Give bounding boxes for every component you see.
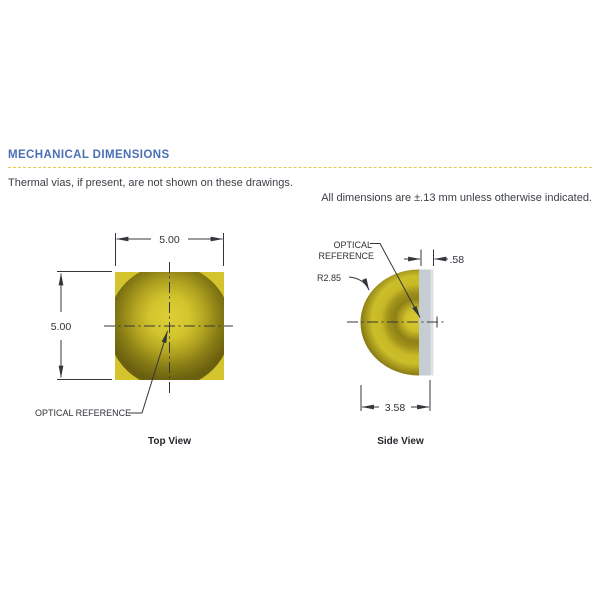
side-view-dome-width-value: 3.58 bbox=[384, 402, 406, 414]
side-view-radius-leader-line bbox=[349, 277, 369, 290]
side-view-optical-label-line1: OPTICAL bbox=[333, 240, 372, 250]
side-view-dome-width-dimension bbox=[361, 380, 430, 414]
side-view-drawing bbox=[317, 240, 464, 447]
side-view-radius-value: R2.85 bbox=[317, 273, 342, 283]
top-view-height-value: 5.00 bbox=[50, 321, 72, 333]
top-view-height-dimension bbox=[51, 272, 112, 380]
side-view-radius-callout bbox=[317, 273, 369, 290]
side-view-substrate-thickness-value: .58 bbox=[449, 254, 465, 266]
top-view-drawing bbox=[35, 233, 233, 447]
section-title: MECHANICAL DIMENSIONS bbox=[8, 149, 170, 161]
top-view-width-dimension bbox=[116, 233, 224, 266]
top-view-optical-label: OPTICAL REFERENCE bbox=[35, 408, 132, 418]
side-view-substrate-thickness-dimension bbox=[404, 250, 464, 267]
side-view-caption: Side View bbox=[377, 436, 424, 447]
top-view-caption: Top View bbox=[148, 436, 191, 447]
side-view-optical-label-line2: REFERENCE bbox=[318, 251, 374, 261]
tolerance-note: All dimensions are ±.13 mm unless otherwise indicated. bbox=[321, 192, 592, 204]
top-view-width-value: 5.00 bbox=[159, 234, 180, 246]
thermal-vias-note: Thermal vias, if present, are not shown on these drawings. bbox=[8, 177, 293, 189]
